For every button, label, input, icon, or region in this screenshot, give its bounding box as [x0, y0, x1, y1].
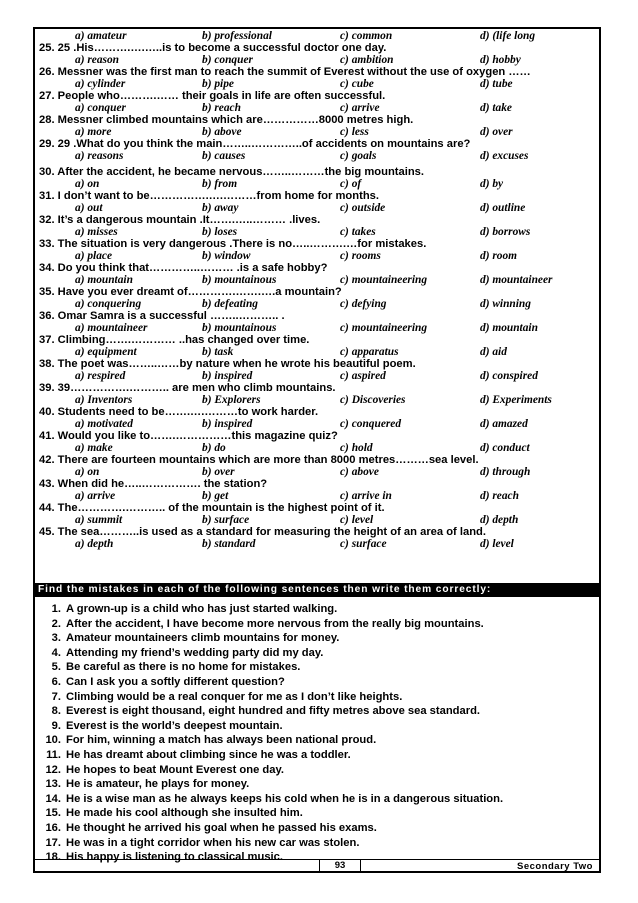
answer-option: c) hold [340, 442, 373, 454]
answer-option: c) apparatus [340, 346, 399, 358]
item-number: 2. [51, 617, 61, 630]
answer-option: c) common [340, 30, 393, 42]
mistake-sentence [39, 646, 595, 661]
question-text: 42. There are fourteen mountains which are more than 8000 metres………sea level. [39, 454, 479, 466]
answer-options [39, 322, 595, 334]
sentence-text: Can I ask you a softly different question? [66, 675, 285, 688]
answer-option: b) away [202, 202, 239, 214]
question-text: 37. Climbing…….………… ..has changed over time. [39, 334, 310, 346]
mistake-sentence [39, 792, 595, 807]
answer-option: d) Experiments [480, 394, 552, 406]
sentence-text: Everest is eight thousand, eight hundred and fifty metres above sea standard. [66, 705, 481, 718]
answer-option: c) less [340, 126, 369, 138]
sentence-text: He was in a tight corridor when his new car was stolen. [66, 836, 360, 849]
sentence-text: Climbing would be a real conquer for me as I don’t like heights. [66, 690, 403, 703]
answer-option: a) equipment [75, 346, 137, 358]
item-number: 4. [51, 646, 61, 659]
answer-option: d) mountaineer [480, 274, 553, 286]
question-text: 27. People who……….…… their goals in life are often successful. [39, 90, 386, 102]
sentence-text: For him, winning a match has always been national proud. [66, 734, 377, 747]
item-number: 16. [45, 821, 61, 834]
item-number: 8. [51, 705, 61, 718]
sentence-text: He is amateur, he plays for money. [66, 778, 250, 791]
answer-option: c) outside [340, 202, 386, 214]
item-number: 12. [45, 763, 61, 776]
footer-subtitle: Secondary Two [516, 861, 593, 872]
mistake-sentence [39, 733, 595, 748]
question-text: 32. It’s a dangerous mountain .It…….…..……… .lives. [39, 214, 321, 226]
answer-options [39, 538, 595, 550]
answer-option: a) depth [75, 538, 114, 550]
answer-options [39, 150, 595, 162]
mistake-sentence [39, 660, 595, 675]
answer-options [39, 370, 595, 382]
answer-options [39, 490, 595, 502]
sentence-text: He is a wise man as he always keeps his cold when he is in a dangerous situation. [66, 792, 504, 805]
answer-option: b) mountainous [202, 274, 277, 286]
mcq-section [39, 30, 595, 550]
answer-option: d) room [480, 250, 518, 262]
mistake-sentence [39, 617, 595, 632]
answer-option: d) outline [480, 202, 526, 214]
answer-option: b) get [202, 490, 229, 502]
answer-options [39, 514, 595, 526]
question-text: 31. I don’t want to be…………….….………from home for months. [39, 190, 379, 202]
mistake-sentence [39, 631, 595, 646]
question-text: 40. Students need to be…….….………to work harder. [39, 406, 319, 418]
answer-option: a) more [75, 126, 112, 138]
answer-option: d) borrows [480, 226, 531, 238]
question-text: 39. 39…………….……….. are men who climb mountains. [39, 382, 336, 394]
answer-option: d) by [480, 178, 504, 190]
answer-option: a) arrive [75, 490, 116, 502]
answer-option: a) place [75, 250, 113, 262]
mistake-sentence [39, 806, 595, 821]
item-number: 17. [45, 836, 61, 849]
answer-option: a) conquering [75, 298, 142, 310]
answer-option: d) aid [480, 346, 507, 358]
answer-options [39, 226, 595, 238]
sentence-text: He thought he arrived his goal when he passed his exams. [66, 821, 377, 834]
answer-option: b) pipe [202, 78, 234, 90]
mistake-sentence [39, 719, 595, 734]
answer-options [39, 418, 595, 430]
sentence-text: Be careful as there is no home for mistakes. [66, 661, 301, 674]
question-text: 25. 25 .His……….….…..is to become a successful doctor one day. [39, 42, 387, 54]
answer-option: a) on [75, 466, 100, 478]
answer-option: d) mountain [480, 322, 538, 334]
mistake-sentence [39, 690, 595, 705]
answer-option: b) above [202, 126, 242, 138]
answer-option: b) window [202, 250, 251, 262]
sentence-text: A grown-up is a child who has just started walking. [66, 603, 338, 615]
question-text: 30. After the accident, he became nervous……..………the big mountains. [39, 166, 425, 178]
answer-option: d) conspired [480, 370, 538, 382]
answer-option: d) amazed [480, 418, 528, 430]
answer-option: d) take [480, 102, 512, 114]
answer-options [39, 202, 595, 214]
question-text: 34. Do you think that…………..……… .is a safe hobby? [39, 262, 328, 274]
item-number: 9. [51, 719, 61, 732]
answer-option: c) of [340, 178, 362, 190]
item-number: 13. [45, 778, 61, 791]
mistake-sentence [39, 763, 595, 778]
answer-option: d) tube [480, 78, 513, 90]
answer-option: c) ambition [340, 54, 394, 66]
answer-option: a) motivated [75, 418, 133, 430]
item-number: 18. [45, 851, 61, 864]
answer-options [39, 126, 595, 138]
answer-option: b) loses [202, 226, 238, 238]
answer-options [39, 442, 595, 454]
mistakes-list [39, 602, 595, 865]
answer-option: c) rooms [340, 250, 381, 262]
mistake-sentence [39, 602, 595, 617]
answer-option: b) causes [202, 150, 246, 162]
item-number: 10. [45, 734, 61, 747]
answer-option: d) conduct [480, 442, 530, 454]
sentence-text: He made his cool although she insulted him. [66, 807, 303, 820]
answer-option: b) inspired [202, 418, 253, 430]
answer-options [39, 466, 595, 478]
answer-option: c) defying [340, 298, 387, 310]
sentence-text: He has dreamt about climbing since he was a toddler. [66, 748, 351, 761]
answer-option: d) hobby [480, 54, 521, 66]
answer-option: d) reach [480, 490, 519, 502]
answer-option: b) from [202, 178, 238, 190]
mistake-sentence [39, 748, 595, 763]
answer-option: c) arrive [340, 102, 380, 114]
answer-options [39, 30, 595, 42]
mistake-sentence [39, 821, 595, 836]
answer-option: b) Explorers [202, 394, 261, 406]
answer-option: c) takes [340, 226, 376, 238]
mistake-sentence [39, 836, 595, 851]
answer-options [39, 274, 595, 286]
item-number: 6. [51, 675, 61, 688]
mistake-sentence [39, 675, 595, 690]
answer-option: a) amateur [75, 30, 127, 42]
item-number: 1. [51, 603, 61, 615]
page-footer [35, 859, 599, 874]
answer-option: b) over [202, 466, 235, 478]
question-text: 43. When did he…..……………. the station? [39, 478, 268, 490]
item-number: 3. [51, 632, 61, 645]
answer-option: b) task [202, 346, 234, 358]
answer-option: b) defeating [202, 298, 258, 310]
answer-option: c) surface [340, 538, 387, 550]
answer-option: a) out [75, 202, 103, 214]
answer-option: a) reasons [75, 150, 124, 162]
item-number: 14. [45, 792, 61, 805]
question-text: 29. 29 .What do you think the main……..…………..of accidents on mountains are? [39, 138, 471, 150]
answer-option: a) make [75, 442, 113, 454]
sentence-text: Everest is the world’s deepest mountain. [66, 719, 283, 732]
answer-option: b) inspired [202, 370, 253, 382]
answer-option: b) surface [202, 514, 250, 526]
question-text: 45. The sea………..is used as a standard for measuring the height of an area of land. [39, 526, 486, 538]
answer-option: a) mountain [75, 274, 133, 286]
answer-option: c) cube [340, 78, 374, 90]
answer-options [39, 178, 595, 190]
item-number: 5. [51, 661, 61, 674]
answer-option: c) level [340, 514, 374, 526]
item-number: 15. [45, 807, 61, 820]
question-text: 38. The poet was……..……by nature when he wrote his beautiful poem. [39, 358, 416, 370]
answer-option: d) winning [480, 298, 531, 310]
question-text: 33. The situation is very dangerous .There is no…..……….…for mistakes. [39, 238, 427, 250]
answer-option: c) Discoveries [340, 394, 406, 406]
answer-options [39, 298, 595, 310]
page-number: 93 [319, 859, 361, 873]
worksheet-page [33, 27, 601, 873]
answer-option: c) above [340, 466, 379, 478]
answer-option: c) conquered [340, 418, 402, 430]
question-text: 44. The………….……….. of the mountain is the highest point of it. [39, 502, 385, 514]
sentence-text: Amateur mountaineers climb mountains for money. [66, 632, 340, 645]
answer-option: a) reason [75, 54, 119, 66]
answer-option: b) professional [202, 30, 272, 42]
answer-option: a) Inventors [75, 394, 133, 406]
sentence-text: Attending my friend’s wedding party did my day. [66, 646, 324, 659]
sentence-text: After the accident, I have become more nervous from the really big mountains. [66, 617, 484, 630]
item-number: 7. [51, 690, 61, 703]
answer-option: c) aspired [340, 370, 386, 382]
answer-option: a) on [75, 178, 100, 190]
answer-option: c) mountaineering [340, 274, 428, 286]
answer-option: a) mountaineer [75, 322, 148, 334]
answer-option: d) depth [480, 514, 519, 526]
answer-options [39, 102, 595, 114]
answer-option: c) arrive in [340, 490, 392, 502]
section-banner: Find the mistakes in each of the following sentences then write them correctly: [35, 583, 599, 597]
sentence-text: He hopes to beat Mount Everest one day. [66, 763, 284, 776]
answer-option: b) standard [202, 538, 256, 550]
answer-option: c) goals [340, 150, 377, 162]
answer-option: b) mountainous [202, 322, 277, 334]
sentence-text: His happy is listening to classical music. [66, 851, 283, 864]
answer-options [39, 394, 595, 406]
question-text: 41. Would you like to…….……………this magazine quiz? [39, 430, 338, 442]
answer-options [39, 250, 595, 262]
answer-option: a) respired [75, 370, 126, 382]
answer-option: a) misses [75, 226, 118, 238]
mistake-sentence [39, 777, 595, 792]
answer-option: c) mountaineering [340, 322, 428, 334]
answer-option: d) level [480, 538, 514, 550]
answer-option: b) do [202, 442, 226, 454]
answer-option: a) conquer [75, 102, 126, 114]
item-number: 11. [46, 748, 61, 761]
answer-option: b) conquer [202, 54, 253, 66]
question-text: 26. Messner was the first man to reach the summit of Everest without the use of oxygen …… [39, 66, 531, 78]
answer-option: d) excuses [480, 150, 529, 162]
answer-option: d) over [480, 126, 513, 138]
answer-option: d) (life long [480, 30, 536, 42]
answer-option: a) summit [75, 514, 123, 526]
answer-option: b) reach [202, 102, 241, 114]
mistake-sentence [39, 704, 595, 719]
answer-option: a) cylinder [75, 78, 126, 90]
question-text: 35. Have you ever dreamt of………….…….….a mountain? [39, 286, 342, 298]
answer-options [39, 54, 595, 66]
answer-options [39, 346, 595, 358]
answer-options [39, 78, 595, 90]
question-text: 28. Messner climbed mountains which are……………8000 metres high. [39, 114, 414, 126]
answer-option: d) through [480, 466, 531, 478]
question-text: 36. Omar Samra is a successful ……..……….. . [39, 310, 285, 322]
